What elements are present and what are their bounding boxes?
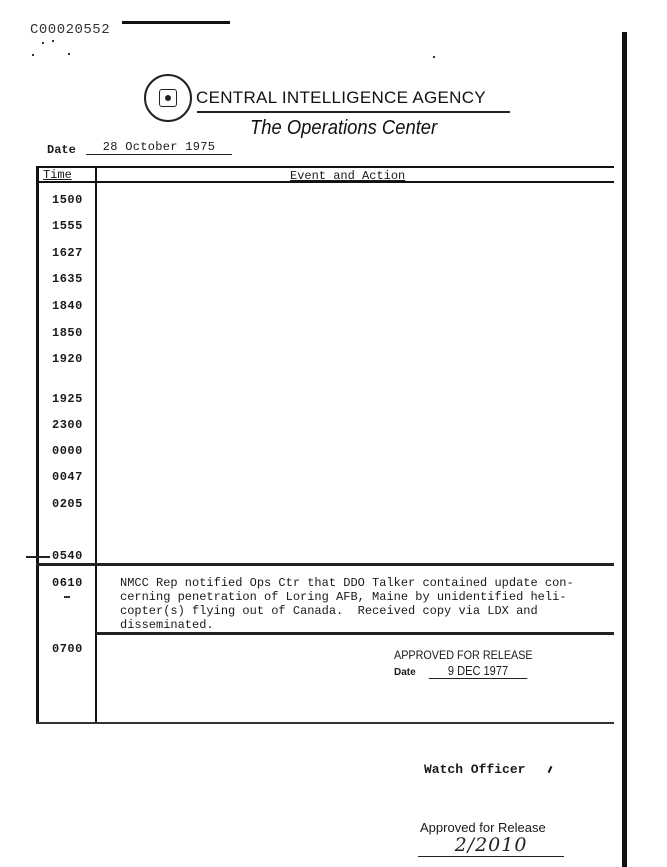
time-cell: 1635 [52, 272, 83, 286]
time-cell: 0700 [52, 642, 83, 656]
signature-label: Watch Officer [424, 762, 526, 777]
release-footer-date: 2/2010 [418, 834, 564, 857]
time-cell: 0205 [52, 497, 83, 511]
redaction-line [36, 563, 614, 566]
release-footer-label: Approved for Release [420, 820, 546, 835]
time-cell: 1925 [52, 392, 83, 406]
release-stamp-title: APPROVED FOR RELEASE [394, 648, 533, 662]
release-stamp-date: 9 DEC 1977 [429, 663, 528, 679]
cia-seal-icon [144, 74, 192, 122]
divider [197, 111, 510, 113]
scan-speck [52, 40, 54, 42]
strike-mark [26, 556, 50, 558]
office-title: The Operations Center [250, 117, 438, 139]
agency-name: CENTRAL INTELLIGENCE AGENCY [196, 88, 486, 107]
dash-mark [64, 596, 70, 598]
time-cell: 1555 [52, 219, 83, 233]
scan-speck [433, 56, 435, 58]
time-cell: 2300 [52, 418, 83, 432]
scan-edge [622, 32, 627, 867]
time-cell: 1850 [52, 326, 83, 340]
time-cell: 1500 [52, 193, 83, 207]
time-cell: 0000 [52, 444, 83, 458]
table-border [95, 166, 97, 724]
scan-speck [68, 53, 70, 55]
table-border [36, 722, 614, 724]
time-cell: 0540 [52, 549, 83, 563]
date-value: 28 October 1975 [86, 140, 232, 155]
time-cell: 1627 [52, 246, 83, 260]
scan-speck [42, 42, 44, 44]
table-border [36, 166, 614, 168]
time-cell: 1840 [52, 299, 83, 313]
column-header-time: Time [43, 168, 72, 182]
document-id: C00020552 [30, 22, 111, 38]
release-stamp-date-label: Date [394, 667, 416, 678]
table-border [36, 166, 39, 724]
time-cell: 0047 [52, 470, 83, 484]
scan-speck [32, 54, 34, 56]
redaction-line [96, 632, 614, 635]
time-cell: 0610 [52, 576, 83, 590]
date-label: Date [47, 143, 76, 157]
column-header-event: Event and Action [290, 169, 406, 183]
event-entry: NMCC Rep notified Ops Ctr that DDO Talker contained update con- cerning penetration of Loring AFB, Maine by unidentified heli- copter(s) flying out of Canada. Received copy via LDX and disseminated. [120, 576, 574, 632]
time-cell: 1920 [52, 352, 83, 366]
redaction-bar [122, 21, 230, 24]
signature-mark [548, 766, 553, 773]
